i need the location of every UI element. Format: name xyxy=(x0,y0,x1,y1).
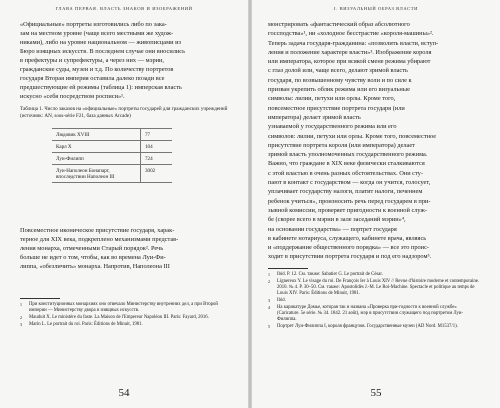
text-line: монстрировать «фантастический образ абсолютного xyxy=(268,21,410,28)
text-line: ления и положение характере власти»³. Изображение короля xyxy=(268,48,432,56)
text-line: предшествующие ей режимы (таблица 1): имперская власть xyxy=(20,84,182,92)
text-line: липпа, «обезличить» монарха. Напротив, Наполеона III xyxy=(20,263,170,271)
text-line: присутствие портрета короля (или императора) делает xyxy=(268,141,415,149)
table-row xyxy=(52,165,172,183)
right-page xyxy=(252,0,500,408)
footnote-text: Mauduit X. Le ministère du faste. La Maison de l'Empereur Napoléon III. Paris: Fayard, 2016. xyxy=(29,314,209,320)
text-line: зывной комиссии, проверяет пригодности к военной служ- xyxy=(268,206,428,214)
footnote-number: 4 xyxy=(268,304,270,310)
footnote-number: 2 xyxy=(20,314,22,320)
footnote-text: На карикатуре Домье, которая так и названа «Проверка при-годности к военной службе» (Caricature. 5e série. № 34. 1842. 21 août), мэр в присутствии служащего под портретом Луи-Филиппа. xyxy=(277,304,464,322)
text-line: ребенок учиться», произносить речь перед государем в при- xyxy=(268,197,431,205)
footnote xyxy=(20,302,232,314)
text-line: или императора, которое при всякой смене режима убирают xyxy=(268,58,431,66)
page-number: 54 xyxy=(118,387,130,399)
text-line: госсподства»¹, ни «холодное бесстрастие «короля-машины»². xyxy=(268,30,434,38)
footnote-text: Ibid. P. 12. См. также: Sabatier G. Le portrait de César. xyxy=(277,272,383,277)
table-cell-name: Луи-Филипп xyxy=(52,153,141,164)
text-line: призван укрепить облик режима или его визуальные xyxy=(268,86,410,94)
footnote-text: При конституционных монархиях оно отвечало Министерству внутренних дел, а при Второй империи — Министерству двора и изящных искусств. xyxy=(29,302,218,314)
text-line: Теперь задача государя-гражданина: «позволить власти, вступ- xyxy=(268,39,439,47)
left-page xyxy=(0,0,248,408)
text-line: повсеместное присутствие портрета государя (или xyxy=(268,104,405,112)
text-line: и «поддержание общественного порядка» — все это проис- xyxy=(268,244,430,252)
right-footnotes xyxy=(268,272,480,330)
table-cell-name: Луи-Наполеон Бонапарт, впоследствии Наполеон III xyxy=(52,165,141,182)
table-cell-value: 724 xyxy=(145,155,153,162)
text-line: императора) делает зримой власть xyxy=(268,113,361,121)
text-line: на основании государства» — портрет государя xyxy=(268,225,397,233)
footnote-rule xyxy=(20,298,60,299)
text-line: «Официальные» портреты изготовились либо по зака- xyxy=(20,21,167,28)
footnote xyxy=(268,324,480,330)
footnote-text: Lignereux Y. Le visage du roi. De François Ier à Louis XIV // Revue d'histoire moderne et contemporaine. 2010. № 4. P. 30–50. См. также: Apostolidès J.-M. Le Roi-Machine. Spectacle et politique au temps de Louis XIV. Paris: Éditions de Minuit, 1981. xyxy=(277,278,480,296)
footnote-text: Marin L. Le portrait du roi. Paris: Éditions de Minuit, 1981. xyxy=(29,321,143,327)
footnote-text: Ibid. xyxy=(277,297,286,303)
left-paragraph-2 xyxy=(20,226,232,271)
footnote-number: 1 xyxy=(20,302,22,307)
running-head: ГЛАВА ПЕРВАЯ. ВЛАСТЬ ЗНАКОВ И ИЗОБРАЖЕНИЙ xyxy=(55,6,193,11)
text-line: символы: лилии, петухи или орлы. Кроме того, xyxy=(268,95,396,103)
text-line: Важно, что граждане в XIX веке физически сталкиваются xyxy=(268,160,425,168)
text-line: зримой власть уполномоченных государственного режима. xyxy=(268,151,428,159)
table-caption: Таблица 1. Число заказов на «официальные» портреты государей для гражданских учреждений (источник: AN, sous-série F21, база данных Arcade) xyxy=(20,106,228,119)
footnote xyxy=(268,279,480,297)
text-line: уплачивает государству налоги, платит налоги, печеннем xyxy=(268,188,423,196)
text-line: государя, по возвышенному чувству воли и по силе к xyxy=(268,76,412,84)
text-line: в кабинете нотариуса, служащего, кабинете врача, являясь xyxy=(268,234,427,242)
table-cell-value: 77 xyxy=(145,131,151,138)
text-line: ходит в присутствии портрета государя и под его надзором⁵. xyxy=(268,253,432,261)
left-paragraph-1 xyxy=(20,20,232,101)
text-line: в префектуры и супрефектуры, а через них — мэрии, xyxy=(20,57,164,65)
text-line: бе (скорее всего в мэрии в зале заседаний мэрии»⁴, xyxy=(268,216,406,224)
portrait-orders-table xyxy=(52,128,172,183)
footnote-number: 3 xyxy=(20,321,22,327)
text-line: узнаваемой у государственного режима или его xyxy=(268,123,397,131)
text-line: больше не идет о том, чтобы, как во времена Луи-Фи- xyxy=(20,254,166,262)
text-line: гражданские суды, музеи и т.д. По количеству портретов xyxy=(20,66,174,74)
table-cell-name: Людовик XVIII xyxy=(52,129,141,140)
text-line: с глаз долой или, чаще всего, делают зримой власть xyxy=(268,67,408,75)
footnote-number: 5 xyxy=(268,323,270,329)
table-row xyxy=(52,153,172,165)
table-cell-value: 3002 xyxy=(145,167,156,174)
table-row xyxy=(52,128,172,141)
text-line: никами), либо на уровне национальном — живописцами из xyxy=(20,39,182,47)
text-line: государя Вторая империя оставила далеко позади все xyxy=(20,75,165,83)
footnote xyxy=(268,305,480,323)
footnote-number: 3 xyxy=(268,297,270,303)
text-line: пают в контакт с государством — когда он учится, голосует, xyxy=(268,179,431,187)
text-line: с этой властью в очень разных обстоятельствах. Они сту- xyxy=(268,169,423,177)
text-line: искусно «себя посредством росписи»¹. xyxy=(20,93,125,101)
text-line: ления монарха, отмеченными Старый порядок². Речь xyxy=(20,245,164,253)
right-paragraph-1 xyxy=(268,20,480,262)
text-line: символов: лилии, петухи или орлы. Кроме того, повсеместное xyxy=(268,132,437,140)
text-line: терное для XIX века, подкреплено механизмами представ- xyxy=(20,236,179,244)
footnote-number: 1 xyxy=(268,272,270,277)
footnote xyxy=(20,322,232,328)
page-number: 55 xyxy=(370,387,382,399)
footnote xyxy=(268,298,480,304)
table-cell-name: Карл X xyxy=(52,141,141,152)
footnote-text: Портрет Луи-Филиппа I, короля французов. Государственные музеи (AD Nord. M1537/1). xyxy=(277,323,458,329)
text-line: зам на местном уровне (чаще всего местными же худож- xyxy=(20,30,174,38)
text-line: Бюро изящных искусств. В последнем случае они вносились xyxy=(20,48,185,56)
left-footnotes xyxy=(20,302,232,329)
table-cell-value: 104 xyxy=(145,143,153,150)
footnote xyxy=(20,315,232,321)
text-line: Повсеместное иконическое присутствие государя, харак- xyxy=(20,227,175,234)
running-head: I. ВИЗУАЛЬНЫЙ ОБРАЗ ВЛАСТИ xyxy=(333,6,419,11)
footnote xyxy=(268,272,480,278)
footnote-number: 2 xyxy=(268,278,270,284)
table-row xyxy=(52,141,172,153)
footnote-rule xyxy=(268,268,308,269)
